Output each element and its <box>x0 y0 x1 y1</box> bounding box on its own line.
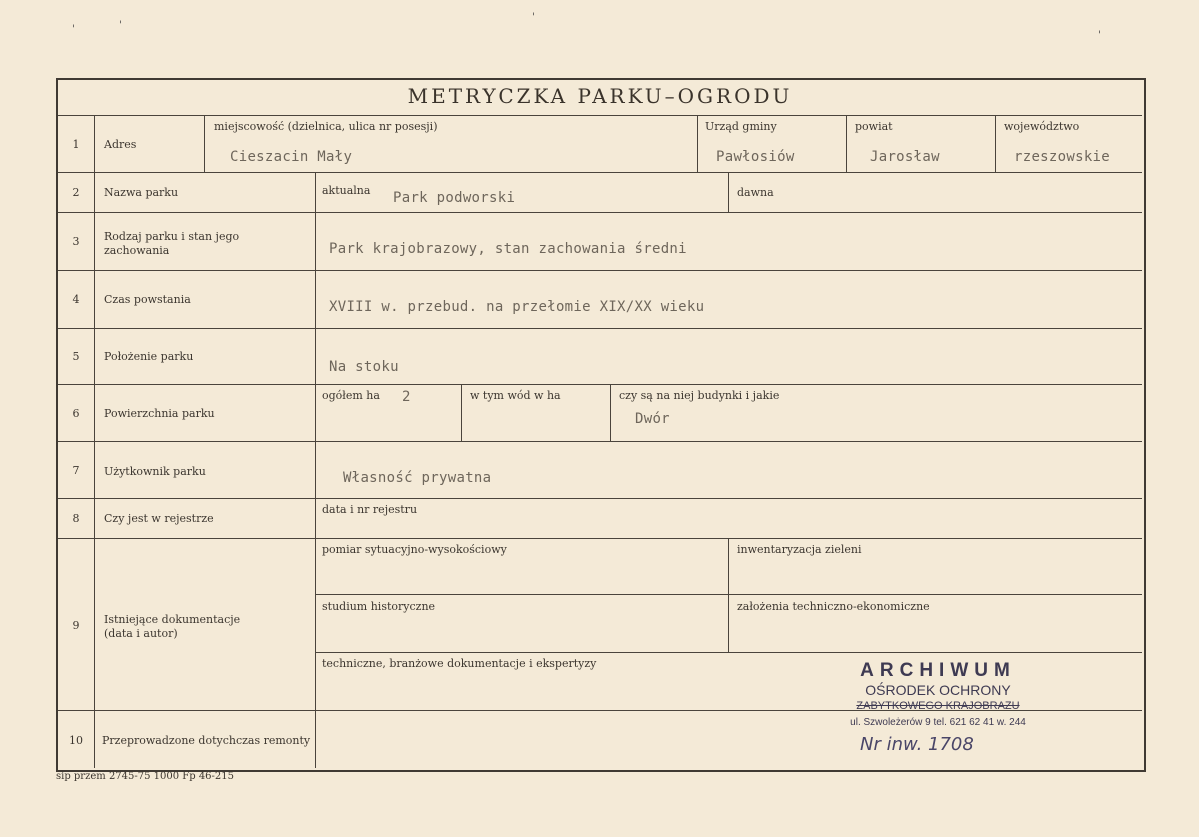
stamp-line-3: ZABYTKOWEGO KRAJOBRAZU <box>856 700 1020 712</box>
urzad-gminy-label: Urząd gminy <box>705 120 777 133</box>
stamp-line-4: ul. Szwoleżerów 9 tel. 621 62 41 w. 244 <box>850 717 1026 728</box>
rule <box>58 328 1142 329</box>
rodzaj-value: Park krajobrazowy, stan zachowania średni <box>329 241 687 257</box>
uzytkownik-label: Użytkownik parku <box>104 465 206 478</box>
studium-label: studium historyczne <box>322 600 436 613</box>
inwentaryzacja-label: inwentaryzacja zieleni <box>737 543 862 556</box>
rejestr-label: Czy jest w rejestrze <box>104 512 214 525</box>
techniczne-label: techniczne, branżowe dokumentacje i ekspertyzy <box>322 657 597 670</box>
ogolem-label: ogółem ha <box>322 389 380 402</box>
row-number: 4 <box>72 293 80 306</box>
powiat-label: powiat <box>855 120 893 133</box>
paper-speck: ' <box>72 24 75 35</box>
stamp-line-2: OŚRODEK OCHRONY <box>865 682 1011 698</box>
row-number: 8 <box>72 512 80 525</box>
budynki-value: Dwór <box>635 411 670 427</box>
czas-powstania-label: Czas powstania <box>104 293 191 306</box>
rule <box>728 172 729 212</box>
dokumentacje-label-2: (data i autor) <box>104 627 178 640</box>
paper-speck: ' <box>119 20 122 31</box>
pomiar-label: pomiar sytuacyjno-wysokościowy <box>322 543 507 556</box>
budynki-label: czy są na niej budynki i jakie <box>619 389 780 402</box>
aktualna-value: Park podworski <box>393 190 516 206</box>
miejscowosc-value: Cieszacin Mały <box>230 149 353 165</box>
wojewodztwo-value: rzeszowskie <box>1014 149 1111 165</box>
row-number: 3 <box>72 235 80 248</box>
row-number: 10 <box>69 734 83 747</box>
urzad-gminy-value: Pawłosiów <box>716 149 795 165</box>
wojewodztwo-label: województwo <box>1004 120 1080 133</box>
remonty-label: Przeprowadzone dotychczas remonty <box>102 734 311 747</box>
rule <box>995 115 996 172</box>
rule <box>58 172 1142 173</box>
nazwa-parku-label: Nazwa parku <box>104 186 179 199</box>
uzytkownik-value: Własność prywatna <box>343 470 492 486</box>
form-title: METRYCZKA PARKU–OGRODU <box>407 84 793 108</box>
rule <box>58 441 1142 442</box>
rule <box>204 115 205 172</box>
row-number: 7 <box>72 464 80 477</box>
row-number: 6 <box>72 407 80 420</box>
aktualna-label: aktualna <box>322 184 371 197</box>
dawna-label: dawna <box>737 186 774 199</box>
paper-speck: ' <box>1098 30 1101 41</box>
rule <box>846 115 847 172</box>
rule <box>58 498 1142 499</box>
rule <box>610 384 611 441</box>
rule <box>315 652 1142 653</box>
paper-speck: ' <box>532 12 535 23</box>
miejscowosc-label: miejscowość (dzielnica, ulica nr posesji) <box>214 120 438 133</box>
rodzaj-label-1: Rodzaj parku i stan jego <box>104 230 240 243</box>
rule <box>315 172 316 768</box>
row-number: 5 <box>72 350 80 363</box>
rule <box>697 115 698 172</box>
rule <box>58 538 1142 539</box>
row-number: 2 <box>72 186 80 199</box>
rule <box>58 212 1142 213</box>
polozenie-value: Na stoku <box>329 359 399 375</box>
powierzchnia-label: Powierzchnia parku <box>104 407 215 420</box>
adres-label: Adres <box>104 138 137 151</box>
rule <box>58 115 1142 116</box>
row-number: 1 <box>72 138 80 151</box>
rule <box>94 115 95 768</box>
polozenie-label: Położenie parku <box>104 350 194 363</box>
wod-label: w tym wód w ha <box>470 389 561 402</box>
zalozenia-label: założenia techniczno-ekonomiczne <box>737 600 930 613</box>
row-number: 9 <box>72 619 80 632</box>
rodzaj-label-2: zachowania <box>104 244 170 257</box>
rejestr-data-label: data i nr rejestru <box>322 503 418 516</box>
print-footer: sip przem 2745-75 1000 Fp 46-215 <box>56 771 235 782</box>
rule <box>461 384 462 441</box>
rule <box>728 538 729 652</box>
dokumentacje-label-1: Istniejące dokumentacje <box>104 613 241 626</box>
rule <box>58 384 1142 385</box>
ogolem-value: 2 <box>402 389 411 405</box>
rule <box>58 270 1142 271</box>
czas-powstania-value: XVIII w. przebud. na przełomie XIX/XX wieku <box>329 299 705 315</box>
stamp-line-1: ARCHIWUM <box>860 660 1016 681</box>
handwritten-inventory-number: Nr inw. 1708 <box>860 734 974 755</box>
powiat-value: Jarosław <box>870 149 940 165</box>
